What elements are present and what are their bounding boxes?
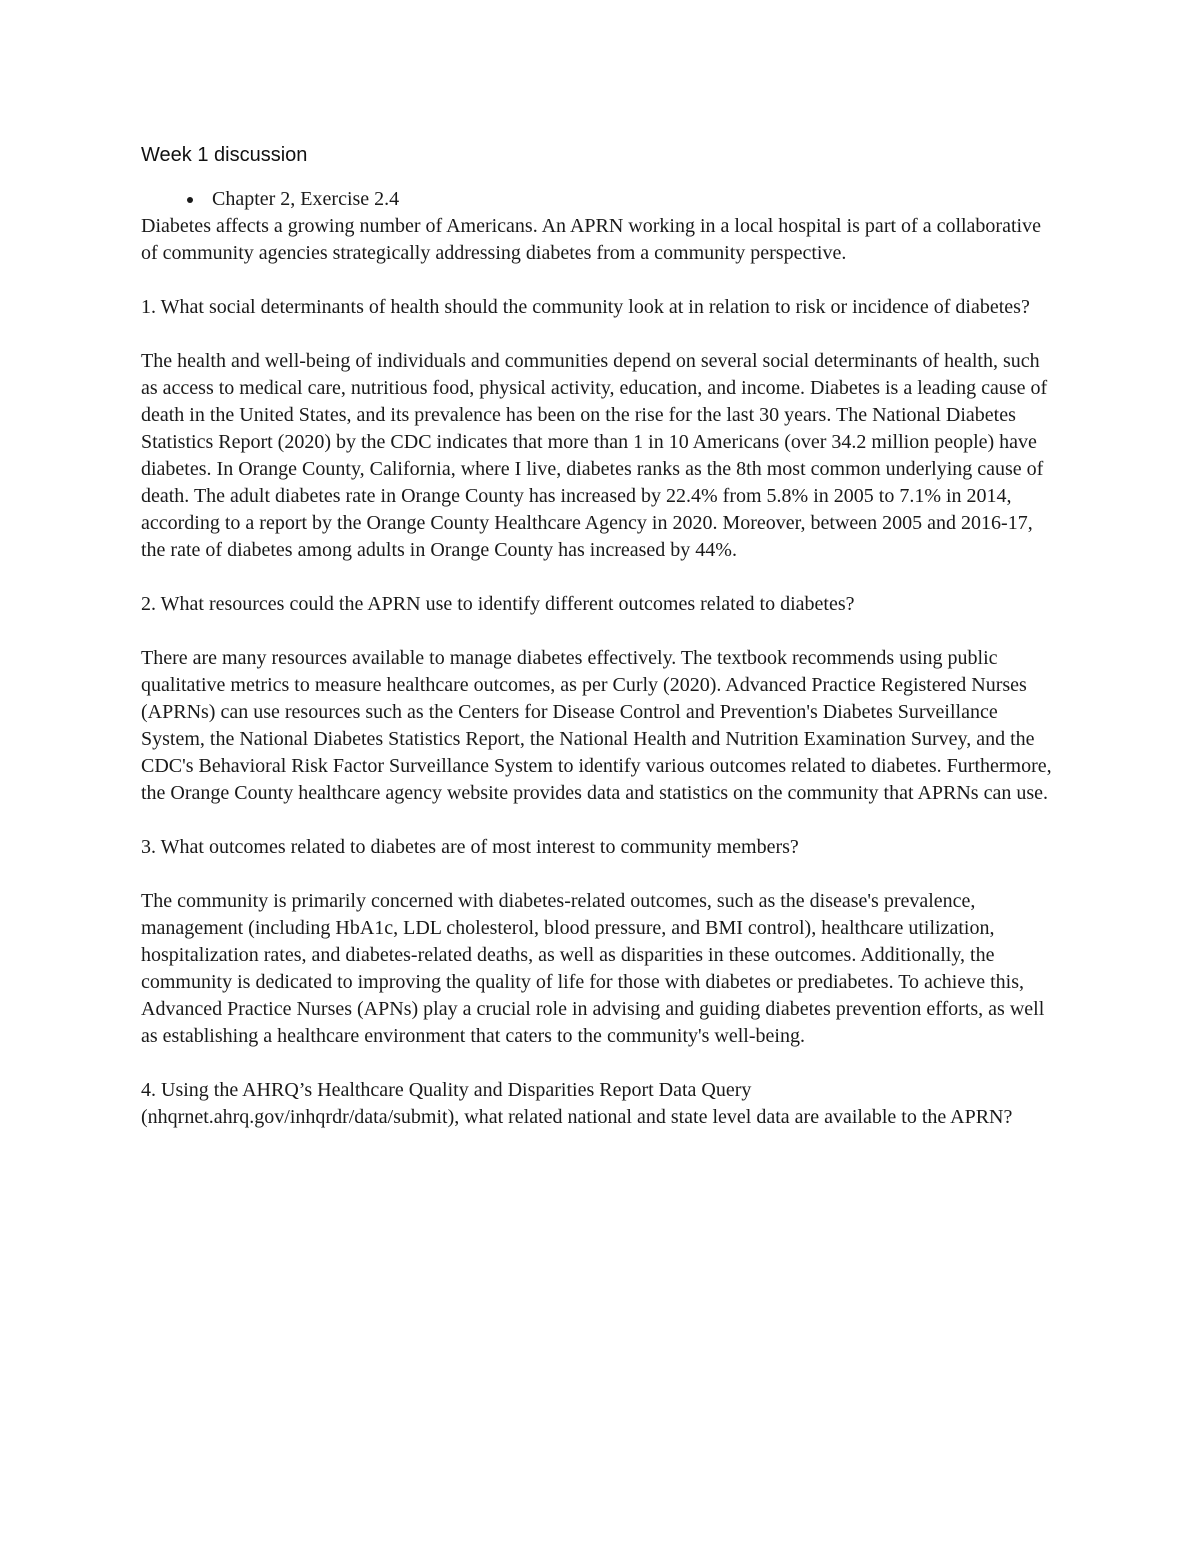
bullet-list [141, 186, 1061, 213]
answer-3: The community is primarily concerned with diabetes-related outcomes, such as the disease's prevalence, management (including HbA1c, LDL cholesterol, blood pressure, and BMI control), healthcare utilization, hospitalization rates, and diabetes-related deaths, as well as disparities in these outcomes. Additionally, the community is dedicated to improving the quality of life for those with diabetes or prediabetes. To achieve this, Advanced Practice Nurses (APNs) play a crucial role in advising and guiding diabetes prevention efforts, as well as establishing a healthcare environment that caters to the community's well-being. [141, 890, 1045, 1047]
bullet-item [141, 186, 1061, 213]
document-title: Week 1 discussion [141, 144, 308, 166]
document-page [141, 140, 1061, 1131]
question-1: 1. What social determinants of health should the community look at in relation to risk or incidence of diabetes? [141, 296, 1030, 318]
question-3: 3. What outcomes related to diabetes are of most interest to community members? [141, 836, 799, 858]
question-4: 4. Using the AHRQ’s Healthcare Quality and Disparities Report Data Query (nhqrnet.ahrq.gov/inhqrdr/data/submit), what related national and state level data are available to the APRN? [141, 1079, 1013, 1128]
question-2: 2. What resources could the APRN use to identify different outcomes related to diabetes? [141, 593, 855, 615]
intro-paragraph: Diabetes affects a growing number of Americans. An APRN working in a local hospital is part of a collaborative of community agencies strategically addressing diabetes from a community perspective. [141, 215, 1041, 264]
answer-1: The health and well-being of individuals and communities depend on several social determinants of health, such as access to medical care, nutritious food, physical activity, education, and income. Diabetes is a leading cause of death in the United States, and its prevalence has been on the rise for the last 30 years. The National Diabetes Statistics Report (2020) by the CDC indicates that more than 1 in 10 Americans (over 34.2 million people) have diabetes. In Orange County, California, where I live, diabetes ranks as the 8th most common underlying cause of death. The adult diabetes rate in Orange County has increased by 22.4% from 5.8% in 2005 to 7.1% in 2014, according to a report by the Orange County Healthcare Agency in 2020. Moreover, between 2005 and 2016-17, the rate of diabetes among adults in Orange County has increased by 44%. [141, 350, 1048, 561]
bullet-dot-icon [187, 197, 193, 203]
bullet-text: Chapter 2, Exercise 2.4 [212, 188, 400, 210]
answer-2: There are many resources available to manage diabetes effectively. The textbook recommends using public qualitative metrics to measure healthcare outcomes, as per Curly (2020). Advanced Practice Registered Nurses (APRNs) can use resources such as the Centers for Disease Control and Prevention's Diabetes Surveillance System, the National Diabetes Statistics Report, the National Health and Nutrition Examination Survey, and the CDC's Behavioral Risk Factor Surveillance System to identify various outcomes related to diabetes. Furthermore, the Orange County healthcare agency website provides data and statistics on the community that APRNs can use. [141, 647, 1052, 804]
